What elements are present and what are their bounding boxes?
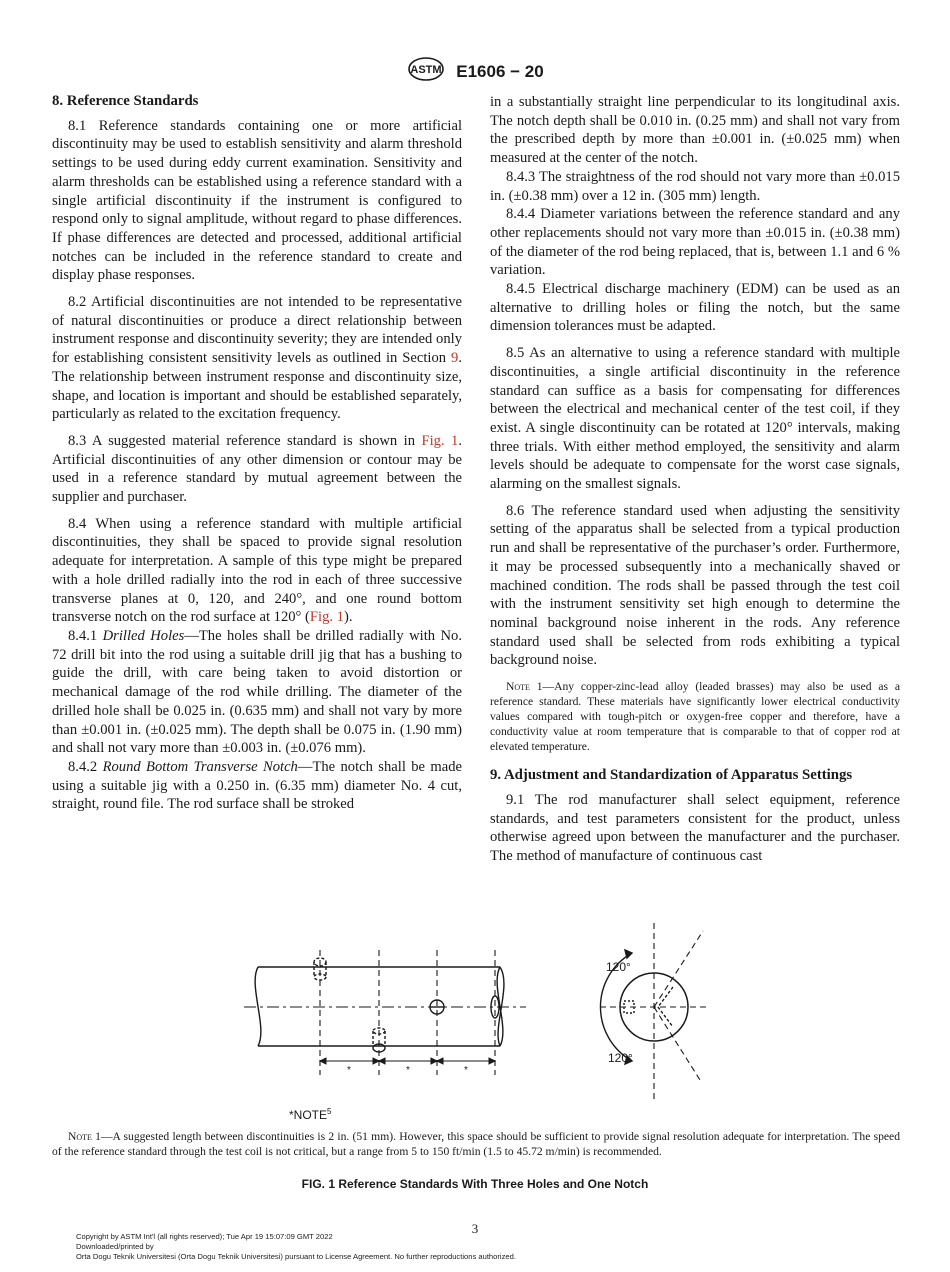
paragraph-9-1: 9.1 The rod manufacturer shall select equipment, reference standards, and test parameters consistent for the product, unless otherwise agreed upon between the manufacturer and the purchaser. The method of manufacture of continuous cast (490, 791, 900, 864)
figure-note-label: Note 1 (68, 1130, 101, 1143)
astm-logo-icon (406, 56, 446, 87)
figure-note-1 (52, 1129, 900, 1160)
copyright-footer (76, 1232, 516, 1262)
paragraph-8-4-1-body: —The holes shall be drilled radially with No. 72 drill bit into the rod using a suitable drill jig that has a bushing to guide the drill, with care being taken to avoid distortion or mechanical damage of the rod while drilling. The diameter of the drilled hole shall be 0.025 in. (0.635 mm) and shall not vary by more than ±0.001 in. (±0.025 mm). The depth shall be 0.075 in. (1.90 mm) and shall not vary more than ±0.003 in. (±0.076 mm). (52, 627, 462, 757)
paragraph-8-4-2 (52, 758, 462, 814)
angle-label-top: 120° (606, 960, 631, 974)
paragraph-8-4-1-number: 8.4.1 (68, 627, 103, 644)
page-header (0, 56, 950, 87)
paragraph-8-4-5: 8.4.5 Electrical discharge machinery (EDM) can be used as an alternative to drilling holes or filing the notch, but the same dimension tolerances must be adapted. (490, 281, 900, 335)
fig-1-link-2[interactable]: Fig. 1 (309, 609, 344, 626)
fig-1-link[interactable]: Fig. 1 (421, 432, 459, 449)
paragraph-continued: in a substantially straight line perpendicular to its longitudinal axis. The notch depth shall be 0.010 in. (0.25 mm) and shall not vary from the prescribed depth by more than ±0.001 in. (±0.025 mm) when measured at the center of the notch. (490, 94, 900, 167)
note5-text: *NOTE (289, 1108, 328, 1122)
section-9-link[interactable]: 9 (451, 350, 459, 367)
paragraph-8-4 (52, 515, 462, 627)
paragraph-8-4-2-body: —The notch shall be made using a suitable jig with a 0.250 in. (6.35 mm) diameter No. 4 cut, straight, round file. The rod surface shall be stroked (52, 758, 462, 813)
left-column (52, 92, 462, 814)
spacing-mark: * (464, 1065, 468, 1076)
right-column (490, 93, 900, 866)
spacing-mark: * (406, 1065, 410, 1076)
angle-label-bottom: 120° (608, 1051, 633, 1065)
paragraph-8-2-text-b: . The relationship between instrument response and discontinuity size, shape, and location is important and should be established separately, particularly as related to the excitation frequency. (52, 350, 462, 423)
paragraph-8-6: 8.6 The reference standard used when adjusting the sensitivity setting of the apparatus shall be selected from a typical production run and shall be representative of the purchaser’s order. Furthermore, it may be processed subsequently into a mechanically shaved or machined condition. The rods shall be passed through the test coil with the instrument sensitivity set high enough to determine the nominal background noise inherent in the rods. Any reference standard used shall be selected from rods exhibiting a typical background noise. (490, 502, 900, 669)
paragraph-8-4-1 (52, 627, 462, 758)
footer-line-2: Downloaded/printed by (76, 1242, 154, 1251)
paragraph-8-2 (52, 293, 462, 424)
figure-caption: FIG. 1 Reference Standards With Three Holes and One Notch (301, 1177, 649, 1191)
paragraph-8-1: 8.1 Reference standards containing one or more artificial discontinuity may be used to establish sensitivity and alarm threshold settings to be used during eddy current examination. Sensitivity and alarm thresholds can be established using a reference standard with a single artificial discontinuity if the instrument is configured to respond only to signal amplitude, without regard to phase differences. If phase differences are detected and processed, additional artificial notches can be included in the reference standard to create and display phase responses. (52, 117, 462, 284)
paragraph-8-5: 8.5 As an alternative to using a reference standard with multiple discontinuities, a single artificial discontinuity in the reference standard can suffice as a basis for compensating for differences between the electrical and mechanical center of the test coil, if they exist. A single discontinuity can be rotated at 120° intervals, making three trials. With either method employed, the sensitivity and alarm levels should be adequate to compensate for the worst case signals, alarming on the smallest signals. (490, 345, 900, 493)
section-8-title: 8. Reference Standards (52, 93, 199, 109)
spacing-mark: * (347, 1065, 351, 1076)
page-number: 3 (471, 1221, 479, 1236)
paragraph-8-3-text-b: . Artificial discontinuities of any other dimension or contour may be used in a reference standard by mutual agreement between the supplier and purchaser. (52, 432, 462, 506)
footer-line-1: Copyright by ASTM Int'l (all rights reserved); Tue Apr 19 15:07:09 GMT 2022 (76, 1232, 333, 1241)
paragraph-8-4-text-b: ). (343, 609, 353, 626)
note-1-body: —Any copper-zinc-lead alloy (leaded brasses) may also be used as a reference standard. These materials have significantly lower electrical conductivity values compared with tough-pitch or oxygen-free copper and therefore, have a conductivity value at room temperature that is comparable to that of copper rod at elevated temperature. (490, 680, 900, 754)
paragraph-8-4-text-a: 8.4 When using a reference standard with multiple artificial discontinuities, they shall be spaced to provide signal resolution adequate for interpretation. A sample of this type might be prepared with a hole drilled radially into the rod in each of three successive transverse planes at 0, 120, and 240°, and one round bottom transverse notch on the rod surface at 120° ( (52, 515, 462, 626)
paragraph-8-3 (52, 432, 462, 507)
paragraph-8-4-3: 8.4.3 The straightness of the rod should not vary more than ±0.015 in. (±0.38 mm) over a 12 in. (305 mm) length. (490, 168, 900, 204)
notch-title: Round Bottom Transverse Notch (102, 758, 298, 775)
reference-standard-figure (240, 915, 720, 1115)
figure-note-body: —A suggested length between discontinuities is 2 in. (51 mm). However, this space should be sufficient to provide signal resolution adequate for interpretation. The speed of the reference standard through the test coil is not critical, but a range from 5 to 150 ft/min (1.5 to 45.72 m/min) is recommended. (52, 1130, 900, 1159)
paragraph-8-4-4: 8.4.4 Diameter variations between the reference standard and any other replacements should not vary more than ±0.015 in. (±0.38 mm) of the diameter of the rod being replaced, that is, between 1.1 and 6 % variation. (490, 206, 900, 279)
section-9-title: 9. Adjustment and Standardization of Apparatus Settings (490, 767, 853, 784)
note-1-label: Note 1 (506, 680, 543, 694)
paragraph-8-4-2-number: 8.4.2 (68, 758, 103, 775)
document-number: E1606 − 20 (456, 61, 544, 81)
figure-note-5-label (289, 1107, 331, 1122)
cross-section-view (600, 923, 710, 1100)
footer-line-3: Orta Dogu Teknik Universitesi (Orta Dogu Teknik Universitesi) pursuant to License Agreement. No further reproductions authorized. (76, 1252, 516, 1261)
paragraph-8-3-text-a: 8.3 A suggested material reference standard is shown in (68, 432, 422, 449)
drilled-holes-title: Drilled Holes (102, 627, 185, 644)
note-1 (490, 679, 900, 754)
paragraph-8-2-text-a: 8.2 Artificial discontinuities are not intended to be representative of natural discontinuities or produce a direct relationship between instrument response and discontinuity severity; they are intended only for establishing consistent sensitivity levels as outlined in Section (52, 294, 462, 367)
note5-sup: 5 (327, 1107, 332, 1116)
svg-text:ASTM: ASTM (410, 64, 442, 76)
